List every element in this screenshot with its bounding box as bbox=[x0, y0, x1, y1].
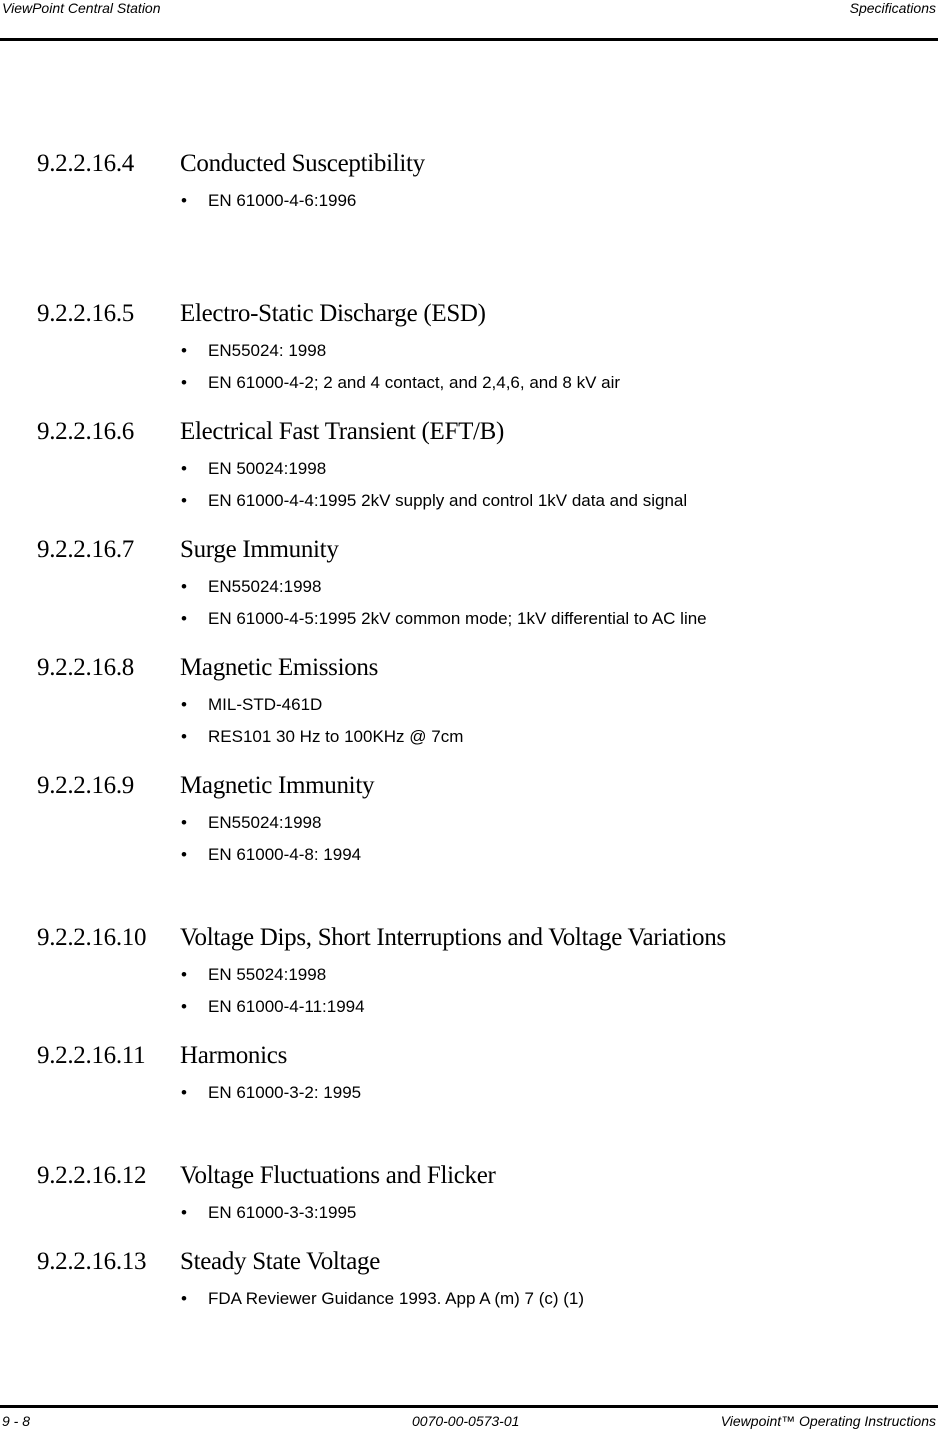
section-number: 9.2.2.16.12 bbox=[37, 1162, 147, 1189]
section-title: Magnetic Immunity bbox=[180, 772, 375, 799]
bullet-list bbox=[0, 191, 938, 223]
section-title: Voltage Dips, Short Interruptions and Voltage Variations bbox=[180, 924, 726, 951]
header-rule bbox=[0, 38, 938, 41]
bullet-item bbox=[0, 459, 938, 491]
section-title: Electrical Fast Transient (EFT/B) bbox=[180, 418, 505, 445]
section-title: Steady State Voltage bbox=[180, 1248, 380, 1275]
standard-reference: EN 61000-4-6:1996 bbox=[208, 191, 357, 210]
bullet-dot-icon: • bbox=[181, 372, 187, 392]
section-number: 9.2.2.16.11 bbox=[37, 1042, 146, 1069]
bullet-dot-icon: • bbox=[181, 726, 187, 746]
section-title: Magnetic Emissions bbox=[180, 654, 379, 681]
standard-reference: EN 55024:1998 bbox=[208, 965, 327, 984]
header-document-title: ViewPoint Central Station bbox=[2, 0, 161, 16]
bullet-item bbox=[0, 191, 938, 223]
section bbox=[0, 654, 938, 758]
standard-reference: EN55024:1998 bbox=[208, 813, 322, 832]
standard-reference: EN 61000-3-2: 1995 bbox=[208, 1083, 362, 1102]
bullet-list bbox=[0, 341, 938, 404]
bullet-dot-icon: • bbox=[181, 1203, 187, 1222]
section-heading bbox=[0, 536, 938, 568]
bullet-dot-icon: • bbox=[181, 965, 187, 984]
section-heading bbox=[0, 1042, 938, 1074]
bullet-item bbox=[0, 1083, 938, 1115]
section-heading bbox=[0, 654, 938, 686]
standard-reference: EN 61000-4-5:1995 2kV common mode; 1kV differential to AC line bbox=[208, 608, 707, 628]
bullet-list bbox=[0, 813, 938, 876]
bullet-item bbox=[0, 1203, 938, 1235]
standard-reference: FDA Reviewer Guidance 1993. App A (m) 7 (c) (1) bbox=[208, 1289, 585, 1308]
bullet-item bbox=[0, 813, 938, 845]
bullet-dot-icon: • bbox=[181, 695, 187, 714]
section-number: 9.2.2.16.8 bbox=[37, 654, 135, 681]
bullet-dot-icon: • bbox=[181, 844, 187, 864]
standard-reference: EN 61000-4-2; 2 and 4 contact, and 2,4,6, and 8 kV air bbox=[208, 372, 621, 392]
bullet-dot-icon: • bbox=[181, 608, 187, 628]
section bbox=[0, 1162, 938, 1235]
section-heading bbox=[0, 300, 938, 332]
standard-reference: EN55024:1998 bbox=[208, 577, 322, 596]
standard-reference: MIL-STD-461D bbox=[208, 695, 323, 714]
header-chapter-title: Specifications bbox=[849, 0, 936, 16]
bullet-list bbox=[0, 577, 938, 640]
bullet-item bbox=[0, 609, 938, 641]
bullet-item bbox=[0, 965, 938, 997]
bullet-item bbox=[0, 577, 938, 609]
bullet-item bbox=[0, 373, 938, 405]
bullet-item bbox=[0, 845, 938, 877]
bullet-dot-icon: • bbox=[181, 996, 187, 1016]
running-footer bbox=[0, 1408, 938, 1435]
bullet-item bbox=[0, 997, 938, 1029]
section-title: Harmonics bbox=[180, 1042, 287, 1069]
section bbox=[0, 300, 938, 404]
bullet-item bbox=[0, 695, 938, 727]
section-number: 9.2.2.16.4 bbox=[37, 150, 135, 177]
bullet-dot-icon: • bbox=[181, 577, 187, 596]
standard-reference: RES101 30 Hz to 100KHz @ 7cm bbox=[208, 726, 464, 746]
footer-manual-title: Viewpoint™ Operating Instructions bbox=[720, 1413, 936, 1429]
bullet-item bbox=[0, 727, 938, 759]
section-title: Conducted Susceptibility bbox=[180, 150, 425, 177]
bullet-list bbox=[0, 1083, 938, 1115]
section bbox=[0, 772, 938, 876]
standard-reference: EN 61000-4-8: 1994 bbox=[208, 844, 362, 864]
section bbox=[0, 924, 938, 1028]
section bbox=[0, 150, 938, 223]
standard-reference: EN55024: 1998 bbox=[208, 341, 327, 360]
section-heading bbox=[0, 150, 938, 182]
bullet-dot-icon: • bbox=[181, 1289, 187, 1308]
standard-reference: EN 61000-4-4:1995 2kV supply and control 1kV data and signal bbox=[208, 490, 688, 510]
section bbox=[0, 418, 938, 522]
bullet-item bbox=[0, 491, 938, 523]
bullet-dot-icon: • bbox=[181, 341, 187, 360]
section-heading bbox=[0, 1248, 938, 1280]
section-heading bbox=[0, 418, 938, 450]
bullet-item bbox=[0, 341, 938, 373]
section-heading bbox=[0, 772, 938, 804]
standard-reference: EN 50024:1998 bbox=[208, 459, 327, 478]
footer-page-number: 9 - 8 bbox=[2, 1413, 31, 1429]
section-number: 9.2.2.16.7 bbox=[37, 536, 135, 563]
bullet-item bbox=[0, 1289, 938, 1321]
bullet-list bbox=[0, 459, 938, 522]
section-title: Voltage Fluctuations and Flicker bbox=[180, 1162, 496, 1189]
section bbox=[0, 1248, 938, 1321]
section bbox=[0, 1042, 938, 1115]
bullet-dot-icon: • bbox=[181, 191, 187, 210]
section-number: 9.2.2.16.9 bbox=[37, 772, 135, 799]
bullet-list bbox=[0, 1289, 938, 1321]
standard-reference: EN 61000-4-11:1994 bbox=[208, 996, 365, 1016]
footer-part-number: 0070-00-0573-01 bbox=[412, 1413, 520, 1429]
section-heading bbox=[0, 1162, 938, 1194]
bullet-dot-icon: • bbox=[181, 490, 187, 510]
bullet-dot-icon: • bbox=[181, 813, 187, 832]
section-heading bbox=[0, 924, 938, 956]
bullet-dot-icon: • bbox=[181, 1083, 187, 1102]
bullet-list bbox=[0, 695, 938, 758]
section-number: 9.2.2.16.13 bbox=[37, 1248, 147, 1275]
bullet-dot-icon: • bbox=[181, 459, 187, 478]
bullet-list bbox=[0, 1203, 938, 1235]
section bbox=[0, 536, 938, 640]
running-header bbox=[0, 0, 938, 40]
standard-reference: EN 61000-3-3:1995 bbox=[208, 1203, 357, 1222]
section-title: Electro-Static Discharge (ESD) bbox=[180, 300, 486, 327]
section-number: 9.2.2.16.6 bbox=[37, 418, 135, 445]
section-number: 9.2.2.16.10 bbox=[37, 924, 147, 951]
bullet-list bbox=[0, 965, 938, 1028]
section-title: Surge Immunity bbox=[180, 536, 339, 563]
section-number: 9.2.2.16.5 bbox=[37, 300, 135, 327]
